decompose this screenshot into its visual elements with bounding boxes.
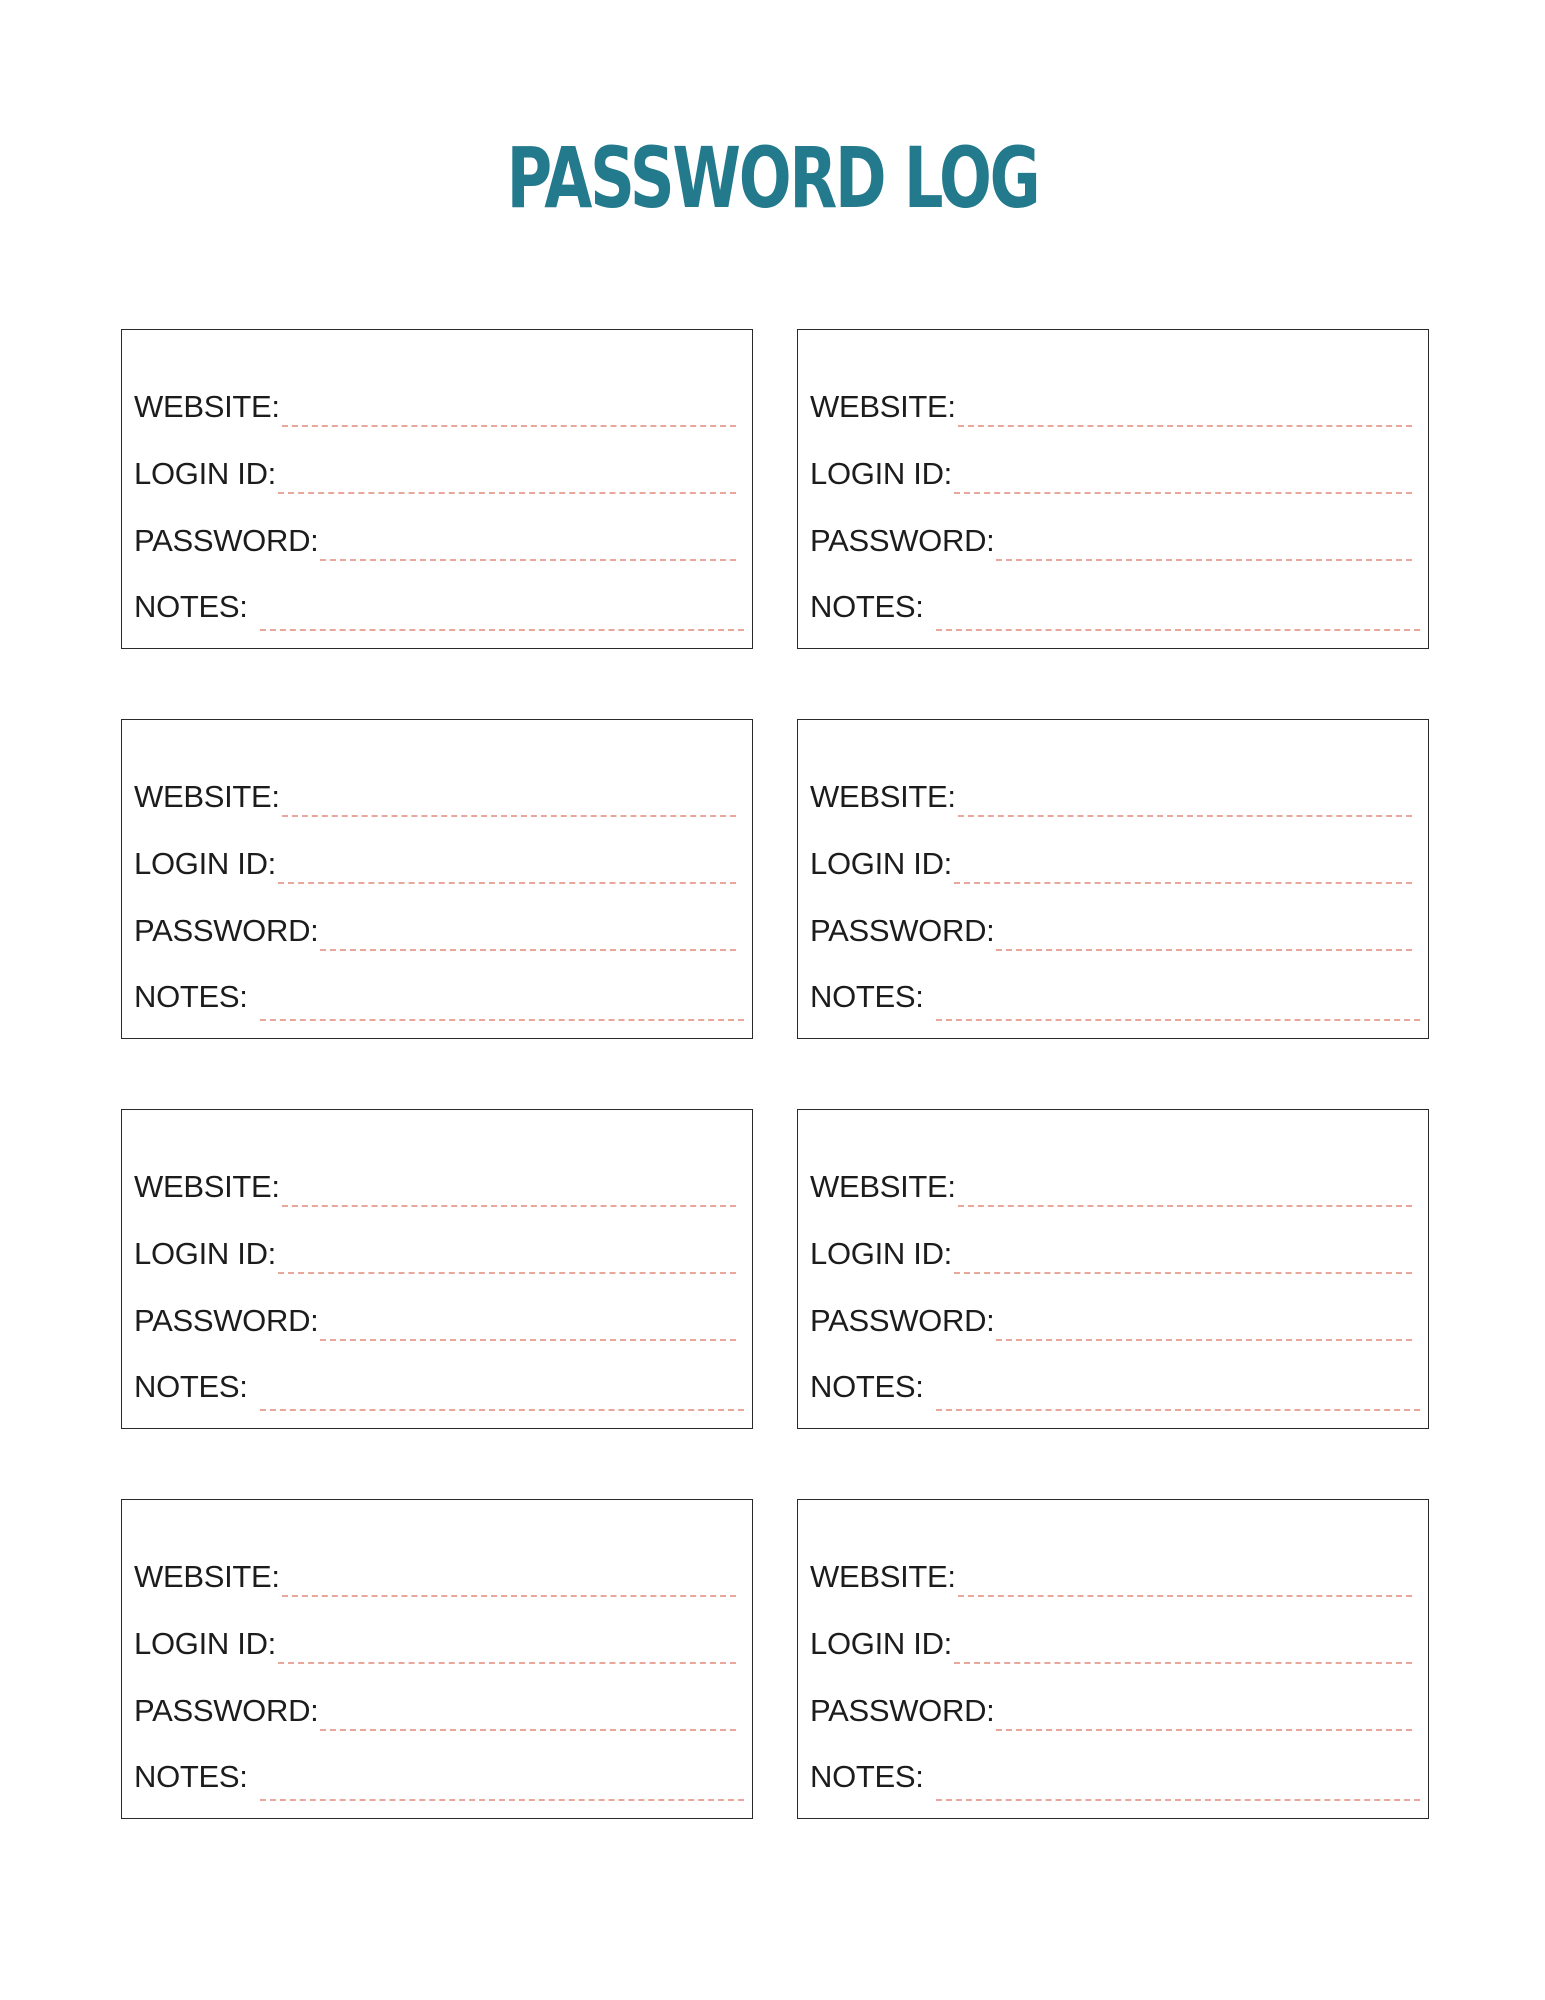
login-id-label: LOGIN ID: — [810, 1626, 952, 1661]
notes-write-line[interactable] — [260, 629, 744, 631]
login-id-field — [134, 425, 740, 492]
login-id-write-line[interactable] — [954, 1272, 1412, 1274]
password-label: PASSWORD: — [810, 913, 995, 948]
website-write-line[interactable] — [282, 1205, 736, 1207]
website-label: WEBSITE: — [134, 1559, 280, 1594]
password-label: PASSWORD: — [134, 1303, 319, 1338]
password-label: PASSWORD: — [810, 523, 995, 558]
notes-label: NOTES: — [134, 1369, 248, 1404]
login-id-write-line[interactable] — [278, 1662, 736, 1664]
notes-label: NOTES: — [810, 979, 924, 1014]
password-card — [121, 329, 753, 649]
password-field — [810, 1272, 1416, 1339]
password-label: PASSWORD: — [810, 1693, 995, 1728]
password-field — [810, 492, 1416, 559]
notes-field — [134, 949, 740, 1015]
password-write-line[interactable] — [320, 949, 736, 951]
password-field — [134, 1662, 740, 1729]
notes-label: NOTES: — [810, 1759, 924, 1794]
password-write-line[interactable] — [320, 1339, 736, 1341]
login-id-label: LOGIN ID: — [134, 846, 276, 881]
website-label: WEBSITE: — [134, 1169, 280, 1204]
password-label: PASSWORD: — [134, 523, 319, 558]
notes-write-line[interactable] — [936, 629, 1420, 631]
website-label: WEBSITE: — [810, 1559, 956, 1594]
password-field — [810, 882, 1416, 949]
password-label: PASSWORD: — [810, 1303, 995, 1338]
notes-label: NOTES: — [134, 589, 248, 624]
website-write-line[interactable] — [958, 425, 1412, 427]
login-id-field — [810, 425, 1416, 492]
password-label: PASSWORD: — [134, 913, 319, 948]
password-card-grid — [121, 329, 1429, 1819]
website-write-line[interactable] — [958, 815, 1412, 817]
website-write-line[interactable] — [958, 1595, 1412, 1597]
notes-field — [810, 1729, 1416, 1795]
notes-field — [134, 559, 740, 625]
notes-write-line[interactable] — [936, 1799, 1420, 1801]
password-card — [797, 1499, 1429, 1819]
website-label: WEBSITE: — [810, 779, 956, 814]
website-field — [134, 748, 740, 815]
notes-write-line[interactable] — [260, 1409, 744, 1411]
password-field — [134, 882, 740, 949]
login-id-label: LOGIN ID: — [134, 1236, 276, 1271]
website-field — [134, 1528, 740, 1595]
password-field — [810, 1662, 1416, 1729]
login-id-write-line[interactable] — [278, 1272, 736, 1274]
website-field — [134, 358, 740, 425]
login-id-label: LOGIN ID: — [134, 1626, 276, 1661]
login-id-write-line[interactable] — [278, 882, 736, 884]
website-label: WEBSITE: — [810, 389, 956, 424]
login-id-write-line[interactable] — [278, 492, 736, 494]
password-card — [797, 719, 1429, 1039]
notes-label: NOTES: — [810, 589, 924, 624]
notes-field — [810, 559, 1416, 625]
notes-write-line[interactable] — [936, 1409, 1420, 1411]
website-field — [810, 358, 1416, 425]
notes-field — [810, 949, 1416, 1015]
password-card — [121, 1109, 753, 1429]
login-id-field — [134, 1205, 740, 1272]
login-id-field — [134, 815, 740, 882]
website-write-line[interactable] — [282, 1595, 736, 1597]
page-title: PASSWORD LOG — [506, 129, 1039, 227]
notes-label: NOTES: — [134, 1759, 248, 1794]
password-card — [121, 1499, 753, 1819]
website-write-line[interactable] — [282, 425, 736, 427]
website-field — [810, 1138, 1416, 1205]
website-field — [810, 748, 1416, 815]
login-id-write-line[interactable] — [954, 492, 1412, 494]
website-label: WEBSITE: — [810, 1169, 956, 1204]
notes-label: NOTES: — [134, 979, 248, 1014]
password-field — [134, 1272, 740, 1339]
login-id-label: LOGIN ID: — [810, 1236, 952, 1271]
login-id-field — [810, 815, 1416, 882]
login-id-label: LOGIN ID: — [134, 456, 276, 491]
login-id-field — [810, 1205, 1416, 1272]
website-label: WEBSITE: — [134, 779, 280, 814]
password-card — [797, 1109, 1429, 1429]
website-field — [810, 1528, 1416, 1595]
password-write-line[interactable] — [996, 949, 1412, 951]
password-write-line[interactable] — [320, 1729, 736, 1731]
login-id-field — [810, 1595, 1416, 1662]
website-write-line[interactable] — [958, 1205, 1412, 1207]
password-write-line[interactable] — [996, 1339, 1412, 1341]
login-id-label: LOGIN ID: — [810, 456, 952, 491]
notes-label: NOTES: — [810, 1369, 924, 1404]
notes-field — [810, 1339, 1416, 1405]
password-write-line[interactable] — [996, 1729, 1412, 1731]
login-id-write-line[interactable] — [954, 882, 1412, 884]
notes-write-line[interactable] — [260, 1799, 744, 1801]
website-write-line[interactable] — [282, 815, 736, 817]
password-write-line[interactable] — [996, 559, 1412, 561]
notes-field — [134, 1729, 740, 1795]
password-field — [134, 492, 740, 559]
notes-write-line[interactable] — [936, 1019, 1420, 1021]
password-label: PASSWORD: — [134, 1693, 319, 1728]
login-id-label: LOGIN ID: — [810, 846, 952, 881]
password-card — [797, 329, 1429, 649]
website-field — [134, 1138, 740, 1205]
notes-write-line[interactable] — [260, 1019, 744, 1021]
password-card — [121, 719, 753, 1039]
website-label: WEBSITE: — [134, 389, 280, 424]
password-write-line[interactable] — [320, 559, 736, 561]
login-id-field — [134, 1595, 740, 1662]
notes-field — [134, 1339, 740, 1405]
login-id-write-line[interactable] — [954, 1662, 1412, 1664]
